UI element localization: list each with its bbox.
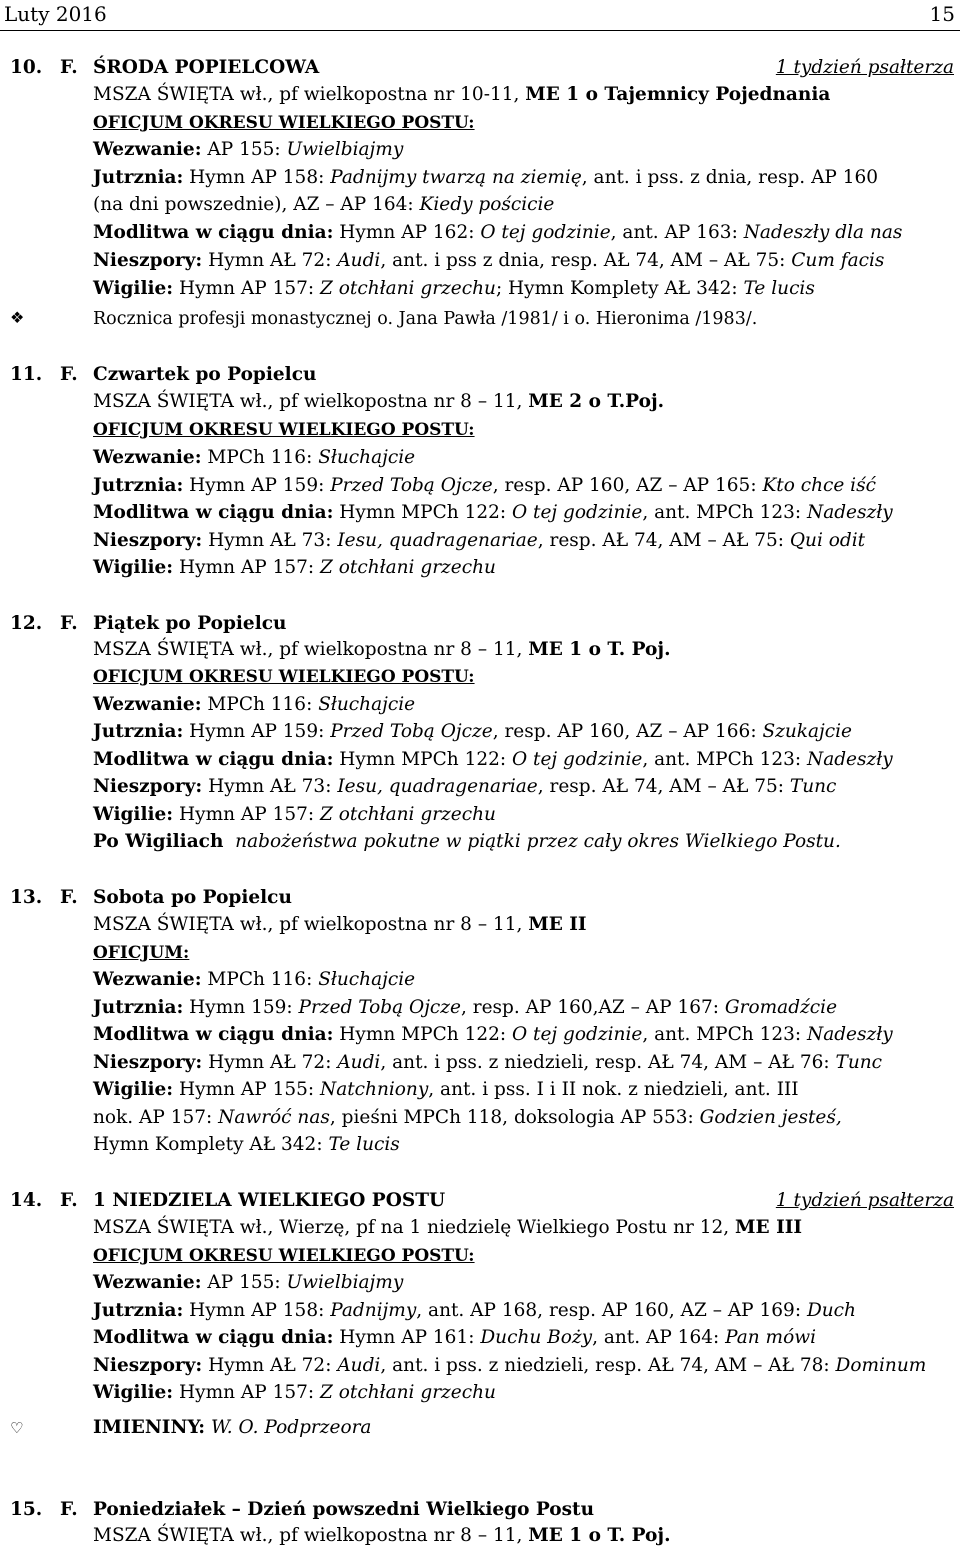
- header-month: Luty 2016: [4, 2, 107, 26]
- office-heading: OFICJUM OKRESU WIELKIEGO POSTU:: [93, 667, 475, 687]
- name-day-note: IMIENINY: W. O. Podprzeora: [93, 1417, 372, 1438]
- day-number: 11.: [10, 364, 43, 385]
- invitatory-line: Wezwanie: MPCh 116: Słuchajcie: [93, 694, 416, 715]
- vespers-line: Nieszpory: Hymn AŁ 73: Iesu, quadragenariae, resp. AŁ 74, AM – AŁ 75: Qui odit: [93, 530, 866, 551]
- daytime-prayer-line: Modlitwa w ciągu dnia: Hymn MPCh 122: O tej godzinie, ant. MPCh 123: Nadeszły: [93, 749, 893, 770]
- lauds-line-cont: (na dni powszednie), AZ – AP 164: Kiedy pościcie: [93, 194, 555, 215]
- vespers-line: Nieszpory: Hymn AŁ 72: Audi, ant. i pss z dnia, resp. AŁ 74, AM – AŁ 75: Cum facis: [93, 250, 885, 271]
- day-title: 1 NIEDZIELA WIELKIEGO POSTU: [93, 1190, 446, 1211]
- day-rank: F.: [60, 364, 78, 385]
- day-rank: F.: [60, 887, 78, 908]
- lauds-line: Jutrznia: Hymn AP 159: Przed Tobą Ojcze, resp. AP 160, AZ – AP 166: Szukajcie: [93, 721, 852, 742]
- page-number: 15: [929, 2, 955, 26]
- invitatory-line: Wezwanie: AP 155: Uwielbiajmy: [93, 139, 404, 160]
- lauds-line: Jutrznia: Hymn 159: Przed Tobą Ojcze, resp. AP 160,AZ – AP 167: Gromadźcie: [93, 997, 838, 1018]
- day-rank: F.: [60, 57, 78, 78]
- vigils-line: Wigilie: Hymn AP 157: Z otchłani grzechu; Hymn Komplety AŁ 342: Te lucis: [93, 278, 815, 299]
- daytime-prayer-line: Modlitwa w ciągu dnia: Hymn MPCh 122: O tej godzinie, ant. MPCh 123: Nadeszły: [93, 1024, 893, 1045]
- mass-line: MSZA ŚWIĘTA wł., pf wielkopostna nr 8 – 11, ME II: [93, 914, 587, 935]
- mass-line: MSZA ŚWIĘTA wł., pf wielkopostna nr 10-11, ME 1 o Tajemnicy Pojednania: [93, 84, 831, 105]
- lauds-line: Jutrznia: Hymn AP 159: Przed Tobą Ojcze, resp. AP 160, AZ – AP 165: Kto chce iść: [93, 475, 876, 496]
- day-title: Poniedziałek – Dzień powszedni Wielkiego Postu: [93, 1499, 595, 1520]
- day-title: Czwartek po Popielcu: [93, 364, 317, 385]
- daytime-prayer-line: Modlitwa w ciągu dnia: Hymn MPCh 122: O tej godzinie, ant. MPCh 123: Nadeszły: [93, 502, 893, 523]
- psalter-week: 1 tydzień psałterza: [775, 57, 954, 78]
- mass-line: MSZA ŚWIĘTA wł., Wierzę, pf na 1 niedzielę Wielkiego Postu nr 12, ME III: [93, 1217, 803, 1238]
- office-heading: OFICJUM:: [93, 943, 190, 963]
- vigils-line: Wigilie: Hymn AP 157: Z otchłani grzechu: [93, 1382, 496, 1403]
- psalter-week: 1 tydzień psałterza: [775, 1190, 954, 1211]
- day-rank: F.: [60, 613, 78, 634]
- vespers-line: Nieszpory: Hymn AŁ 72: Audi, ant. i pss. z niedzieli, resp. AŁ 74, AM – AŁ 76: Tunc: [93, 1052, 883, 1073]
- day-number: 15.: [10, 1499, 43, 1520]
- daytime-prayer-line: Modlitwa w ciągu dnia: Hymn AP 161: Duchu Boży, ant. AP 164: Pan mówi: [93, 1327, 816, 1348]
- day-number: 13.: [10, 887, 43, 908]
- vigils-line-cont: Hymn Komplety AŁ 342: Te lucis: [93, 1134, 400, 1155]
- invitatory-line: Wezwanie: AP 155: Uwielbiajmy: [93, 1272, 404, 1293]
- lauds-line: Jutrznia: Hymn AP 158: Padnijmy twarzą na ziemię, ant. i pss. z dnia, resp. AP 160: [93, 167, 879, 188]
- vespers-line: Nieszpory: Hymn AŁ 73: Iesu, quadragenariae, resp. AŁ 74, AM – AŁ 75: Tunc: [93, 776, 837, 797]
- vespers-line: Nieszpory: Hymn AŁ 72: Audi, ant. i pss. z niedzieli, resp. AŁ 74, AM – AŁ 78: Dominum: [93, 1355, 927, 1376]
- vigils-line: Wigilie: Hymn AP 155: Natchniony, ant. i pss. I i II nok. z niedzieli, ant. III: [93, 1079, 799, 1100]
- page-header: [0, 0, 960, 31]
- office-heading: OFICJUM OKRESU WIELKIEGO POSTU:: [93, 113, 475, 133]
- mass-line: MSZA ŚWIĘTA wł., pf wielkopostna nr 8 – 11, ME 1 o T. Poj.: [93, 1525, 671, 1546]
- day-title: Piątek po Popielcu: [93, 613, 287, 634]
- invitatory-line: Wezwanie: MPCh 116: Słuchajcie: [93, 447, 416, 468]
- heart-icon: ♡: [10, 1419, 24, 1437]
- vigils-line: Wigilie: Hymn AP 157: Z otchłani grzechu: [93, 804, 496, 825]
- vigils-line: Wigilie: Hymn AP 157: Z otchłani grzechu: [93, 557, 496, 578]
- day-number: 14.: [10, 1190, 43, 1211]
- mass-line: MSZA ŚWIĘTA wł., pf wielkopostna nr 8 – 11, ME 1 o T. Poj.: [93, 639, 671, 660]
- diamond-bullet-icon: ❖: [10, 308, 25, 327]
- daytime-prayer-line: Modlitwa w ciągu dnia: Hymn AP 162: O tej godzinie, ant. AP 163: Nadeszły dla nas: [93, 222, 903, 243]
- office-heading: OFICJUM OKRESU WIELKIEGO POSTU:: [93, 1246, 475, 1266]
- day-number: 10.: [10, 57, 43, 78]
- day-number: 12.: [10, 613, 43, 634]
- office-heading: OFICJUM OKRESU WIELKIEGO POSTU:: [93, 420, 475, 440]
- after-vigils-note: Po Wigiliach nabożeństwa pokutne w piątki przez cały okres Wielkiego Postu.: [93, 831, 841, 852]
- day-title: ŚRODA POPIELCOWA: [93, 57, 320, 78]
- day-title: Sobota po Popielcu: [93, 887, 292, 908]
- lauds-line: Jutrznia: Hymn AP 158: Padnijmy, ant. AP 168, resp. AP 160, AZ – AP 169: Duch: [93, 1300, 856, 1321]
- day-rank: F.: [60, 1190, 78, 1211]
- invitatory-line: Wezwanie: MPCh 116: Słuchajcie: [93, 969, 416, 990]
- day-rank: F.: [60, 1499, 78, 1520]
- anniversary-note: Rocznica profesji monastycznej o. Jana Pawła /1981/ i o. Hieronima /1983/.: [93, 309, 758, 329]
- vigils-line-cont: nok. AP 157: Nawróć nas, pieśni MPCh 118, doksologia AP 553: Godzien jesteś,: [93, 1107, 842, 1128]
- mass-line: MSZA ŚWIĘTA wł., pf wielkopostna nr 8 – 11, ME 2 o T.Poj.: [93, 391, 665, 412]
